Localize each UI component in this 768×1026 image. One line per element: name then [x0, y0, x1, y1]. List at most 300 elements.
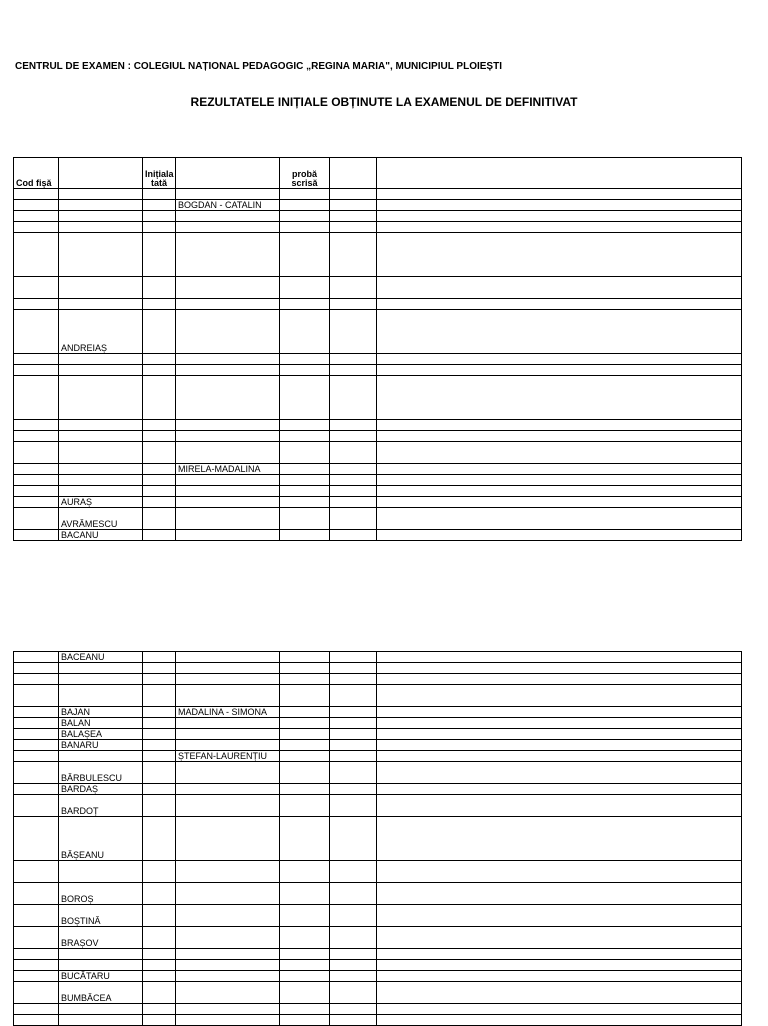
cell-last-name	[59, 354, 143, 365]
table-cell	[330, 299, 377, 310]
table-cell	[377, 497, 742, 508]
table-cell	[280, 299, 330, 310]
table-row	[14, 784, 742, 795]
table-cell	[377, 982, 742, 1004]
cell-last-name: BUMBĂCEA	[59, 982, 143, 1004]
table-cell	[280, 729, 330, 740]
table-row	[14, 652, 742, 663]
table-cell	[143, 497, 176, 508]
table-cell	[330, 971, 377, 982]
table-cell	[377, 1004, 742, 1015]
cell-first-name	[176, 530, 280, 541]
table-cell	[330, 762, 377, 784]
cell-first-name	[176, 883, 280, 905]
table-cell	[143, 200, 176, 211]
table-cell	[143, 784, 176, 795]
table-cell	[143, 795, 176, 817]
table-cell	[377, 652, 742, 663]
cell-first-name	[176, 740, 280, 751]
table-cell	[330, 200, 377, 211]
table-cell	[377, 861, 742, 883]
table-cell	[143, 376, 176, 420]
table-cell	[14, 310, 59, 354]
cell-first-name	[176, 784, 280, 795]
table-row	[14, 729, 742, 740]
table-cell	[14, 431, 59, 442]
cell-last-name	[59, 685, 143, 707]
table-row	[14, 431, 742, 442]
cell-first-name	[176, 299, 280, 310]
table-cell	[377, 530, 742, 541]
cell-last-name: AURAȘ	[59, 497, 143, 508]
cell-first-name	[176, 927, 280, 949]
table-cell	[330, 530, 377, 541]
table-cell	[143, 475, 176, 486]
table-cell	[143, 1004, 176, 1015]
table-cell	[377, 354, 742, 365]
table-row	[14, 299, 742, 310]
table-cell	[143, 861, 176, 883]
table-cell	[280, 442, 330, 464]
table-cell	[143, 222, 176, 233]
table-cell	[280, 497, 330, 508]
table-row	[14, 927, 742, 949]
table-cell	[280, 817, 330, 861]
table-cell	[377, 685, 742, 707]
cell-first-name	[176, 795, 280, 817]
table-cell	[330, 310, 377, 354]
table-cell	[14, 784, 59, 795]
table-cell	[330, 189, 377, 200]
table-cell	[14, 707, 59, 718]
table-cell	[280, 365, 330, 376]
table-cell	[14, 299, 59, 310]
cell-last-name	[59, 376, 143, 420]
cell-first-name	[176, 310, 280, 354]
table-cell	[14, 442, 59, 464]
table-cell	[143, 442, 176, 464]
cell-last-name	[59, 1004, 143, 1015]
table-cell	[280, 685, 330, 707]
table-header-row	[14, 158, 742, 189]
table-cell	[14, 354, 59, 365]
table-row	[14, 674, 742, 685]
table-cell	[14, 486, 59, 497]
table-cell	[330, 707, 377, 718]
table-cell	[377, 905, 742, 927]
table-cell	[330, 497, 377, 508]
table-cell	[330, 486, 377, 497]
table-cell	[330, 464, 377, 475]
table-row	[14, 685, 742, 707]
table-cell	[14, 277, 59, 299]
table-cell	[280, 420, 330, 431]
cell-last-name: BALAȘEA	[59, 729, 143, 740]
table-cell	[330, 475, 377, 486]
table-cell	[330, 960, 377, 971]
table-cell	[280, 431, 330, 442]
table-cell	[377, 971, 742, 982]
cell-last-name	[59, 189, 143, 200]
cell-last-name	[59, 222, 143, 233]
table-cell	[330, 751, 377, 762]
table-cell	[330, 508, 377, 530]
cell-first-name: MADALINA - SIMONA	[176, 707, 280, 718]
cell-last-name	[59, 751, 143, 762]
cell-last-name: ANDREIAȘ	[59, 310, 143, 354]
table-cell	[280, 751, 330, 762]
table-cell	[14, 663, 59, 674]
table-row	[14, 211, 742, 222]
header-empty-name	[59, 158, 143, 189]
table-cell	[143, 729, 176, 740]
table-cell	[330, 1004, 377, 1015]
cell-first-name	[176, 277, 280, 299]
cell-last-name	[59, 365, 143, 376]
cell-last-name	[59, 486, 143, 497]
table-cell	[280, 222, 330, 233]
table-cell	[377, 365, 742, 376]
table-cell	[330, 883, 377, 905]
cell-first-name	[176, 729, 280, 740]
table-cell	[14, 960, 59, 971]
cell-last-name: BOROȘ	[59, 883, 143, 905]
table-cell	[14, 817, 59, 861]
table-cell	[14, 189, 59, 200]
table-cell	[14, 530, 59, 541]
results-table-1	[13, 157, 742, 541]
table-cell	[280, 354, 330, 365]
cell-last-name	[59, 431, 143, 442]
table-row	[14, 486, 742, 497]
table-cell	[143, 751, 176, 762]
table-cell	[377, 486, 742, 497]
cell-last-name	[59, 861, 143, 883]
cell-first-name	[176, 497, 280, 508]
table-cell	[143, 982, 176, 1004]
cell-first-name	[176, 508, 280, 530]
table-cell	[330, 982, 377, 1004]
table-cell	[143, 960, 176, 971]
table-cell	[330, 222, 377, 233]
cell-first-name	[176, 685, 280, 707]
table-cell	[14, 233, 59, 277]
table-row	[14, 200, 742, 211]
table-cell	[143, 762, 176, 784]
cell-first-name	[176, 442, 280, 464]
table-cell	[280, 475, 330, 486]
table-cell	[143, 354, 176, 365]
table-cell	[280, 200, 330, 211]
table-cell	[377, 442, 742, 464]
table-cell	[280, 718, 330, 729]
table-cell	[330, 420, 377, 431]
table-cell	[14, 674, 59, 685]
table-row	[14, 751, 742, 762]
cell-last-name	[59, 442, 143, 464]
table-cell	[330, 740, 377, 751]
table-row	[14, 762, 742, 784]
cell-first-name	[176, 189, 280, 200]
table-row	[14, 376, 742, 420]
cell-last-name: BĂȘEANU	[59, 817, 143, 861]
header-initiala-tata: Inițiala tată	[143, 158, 176, 189]
table-cell	[330, 652, 377, 663]
table-cell	[143, 740, 176, 751]
table-cell	[330, 817, 377, 861]
cell-first-name	[176, 233, 280, 277]
table-row	[14, 971, 742, 982]
table-cell	[330, 795, 377, 817]
cell-last-name	[59, 233, 143, 277]
cell-first-name: ȘTEFAN-LAURENȚIU	[176, 751, 280, 762]
table-row	[14, 277, 742, 299]
table-cell	[280, 530, 330, 541]
table-cell	[143, 905, 176, 927]
table-row	[14, 464, 742, 475]
table-cell	[330, 277, 377, 299]
cell-first-name	[176, 211, 280, 222]
table-cell	[280, 464, 330, 475]
document-title: REZULTATELE INIȚIALE OBȚINUTE LA EXAMENUL DE DEFINITIVAT	[190, 95, 578, 109]
table-cell	[377, 211, 742, 222]
table-cell	[143, 299, 176, 310]
table-cell	[14, 740, 59, 751]
table-cell	[14, 420, 59, 431]
table-cell	[377, 475, 742, 486]
table-cell	[280, 277, 330, 299]
table-cell	[280, 784, 330, 795]
cell-last-name: BACANU	[59, 530, 143, 541]
table-cell	[14, 751, 59, 762]
table-cell	[330, 718, 377, 729]
table-cell	[377, 508, 742, 530]
cell-first-name	[176, 674, 280, 685]
table-cell	[280, 740, 330, 751]
table-row	[14, 795, 742, 817]
table-cell	[377, 883, 742, 905]
table-cell	[143, 971, 176, 982]
cell-first-name	[176, 663, 280, 674]
table-cell	[330, 233, 377, 277]
table-cell	[377, 740, 742, 751]
table-cell	[330, 784, 377, 795]
cell-last-name	[59, 960, 143, 971]
header-empty-7	[377, 158, 742, 189]
cell-last-name: BARDOȚ	[59, 795, 143, 817]
cell-last-name	[59, 277, 143, 299]
table-cell	[14, 971, 59, 982]
header-empty-first	[176, 158, 280, 189]
table-cell	[280, 211, 330, 222]
cell-first-name	[176, 982, 280, 1004]
table-cell	[280, 927, 330, 949]
cell-last-name: AVRĂMESCU	[59, 508, 143, 530]
table-cell	[14, 365, 59, 376]
table-row	[14, 982, 742, 1004]
table-cell	[377, 960, 742, 971]
table-cell	[377, 464, 742, 475]
table-cell	[330, 431, 377, 442]
table-cell	[14, 376, 59, 420]
cell-first-name	[176, 486, 280, 497]
table-cell	[14, 211, 59, 222]
table-row	[14, 530, 742, 541]
table-cell	[330, 905, 377, 927]
table-row	[14, 508, 742, 530]
table-cell	[377, 189, 742, 200]
cell-last-name: BANARU	[59, 740, 143, 751]
table-cell	[280, 762, 330, 784]
table-row	[14, 707, 742, 718]
table-cell	[14, 718, 59, 729]
table-cell	[143, 883, 176, 905]
table-cell	[280, 310, 330, 354]
table-cell	[377, 751, 742, 762]
table-cell	[143, 464, 176, 475]
table-cell	[143, 508, 176, 530]
table-cell	[14, 729, 59, 740]
table-cell	[330, 376, 377, 420]
table-cell	[377, 707, 742, 718]
cell-first-name	[176, 905, 280, 927]
table-cell	[377, 927, 742, 949]
table-cell	[280, 905, 330, 927]
table-cell	[14, 949, 59, 960]
cell-first-name	[176, 376, 280, 420]
cell-last-name	[59, 674, 143, 685]
table-cell	[143, 707, 176, 718]
table-cell	[377, 674, 742, 685]
table-cell	[377, 718, 742, 729]
table-cell	[280, 652, 330, 663]
table-cell	[280, 960, 330, 971]
table-cell	[280, 707, 330, 718]
table-row	[14, 960, 742, 971]
cell-first-name	[176, 475, 280, 486]
cell-last-name	[59, 663, 143, 674]
table-cell	[377, 310, 742, 354]
table-cell	[143, 431, 176, 442]
table-cell	[143, 277, 176, 299]
table-cell	[14, 464, 59, 475]
table-cell	[14, 1004, 59, 1015]
cell-first-name	[176, 354, 280, 365]
cell-first-name	[176, 1004, 280, 1015]
table-cell	[143, 530, 176, 541]
table-cell	[280, 1004, 330, 1015]
table-cell	[143, 718, 176, 729]
table-cell	[377, 795, 742, 817]
table-cell	[330, 685, 377, 707]
cell-first-name	[176, 971, 280, 982]
table-cell	[143, 674, 176, 685]
table-cell	[14, 497, 59, 508]
table-row	[14, 861, 742, 883]
cell-first-name	[176, 431, 280, 442]
cell-last-name	[59, 949, 143, 960]
table-cell	[280, 376, 330, 420]
cell-last-name: BRAȘOV	[59, 927, 143, 949]
header-cod-fisa: Cod fișă	[14, 158, 59, 189]
cell-first-name: MIRELA-MADALINA	[176, 464, 280, 475]
table-row	[14, 310, 742, 354]
table-row	[14, 949, 742, 960]
table-row	[14, 663, 742, 674]
cell-last-name	[59, 200, 143, 211]
table-cell	[377, 663, 742, 674]
table-cell	[14, 475, 59, 486]
table-row	[14, 354, 742, 365]
table-cell	[280, 674, 330, 685]
cell-first-name	[176, 949, 280, 960]
cell-last-name: BARDAȘ	[59, 784, 143, 795]
table-row	[14, 475, 742, 486]
table-cell	[143, 233, 176, 277]
table-row	[14, 817, 742, 861]
table-cell	[377, 277, 742, 299]
table-cell	[377, 817, 742, 861]
cell-last-name	[59, 420, 143, 431]
table-cell	[330, 861, 377, 883]
cell-first-name	[176, 960, 280, 971]
cell-last-name: BALAN	[59, 718, 143, 729]
table-cell	[377, 299, 742, 310]
cell-last-name: BĂRBULESCU	[59, 762, 143, 784]
cell-first-name	[176, 652, 280, 663]
cell-last-name: BACEANU	[59, 652, 143, 663]
table-cell	[280, 982, 330, 1004]
table-cell	[330, 211, 377, 222]
table-cell	[330, 663, 377, 674]
table-cell	[143, 685, 176, 707]
cell-last-name: BUCĂTARU	[59, 971, 143, 982]
table-cell	[280, 949, 330, 960]
header-proba-scrisa: probă scrisă	[280, 158, 330, 189]
table-cell	[377, 949, 742, 960]
table-cell	[14, 927, 59, 949]
table-cell	[143, 949, 176, 960]
table-cell	[143, 310, 176, 354]
table-cell	[330, 442, 377, 464]
table-row	[14, 497, 742, 508]
table-cell	[280, 663, 330, 674]
cell-first-name	[176, 222, 280, 233]
table-cell	[143, 663, 176, 674]
table-cell	[14, 905, 59, 927]
cell-first-name	[176, 420, 280, 431]
cell-last-name	[59, 475, 143, 486]
table-cell	[330, 365, 377, 376]
table-cell	[143, 927, 176, 949]
table-cell	[330, 729, 377, 740]
table-cell	[280, 486, 330, 497]
table-cell	[377, 376, 742, 420]
table-cell	[330, 354, 377, 365]
table-row	[14, 222, 742, 233]
exam-center-header: CENTRUL DE EXAMEN : COLEGIUL NAȚIONAL PEDAGOGIC „REGINA MARIA", MUNICIPIUL PLOIEȘTI	[15, 61, 502, 72]
table-cell	[143, 189, 176, 200]
table-cell	[14, 685, 59, 707]
table-cell	[14, 762, 59, 784]
table-cell	[330, 927, 377, 949]
table-row	[14, 189, 742, 200]
table-cell	[14, 200, 59, 211]
table-row	[14, 740, 742, 751]
table-row	[14, 905, 742, 927]
table-cell	[280, 189, 330, 200]
table-cell	[377, 420, 742, 431]
